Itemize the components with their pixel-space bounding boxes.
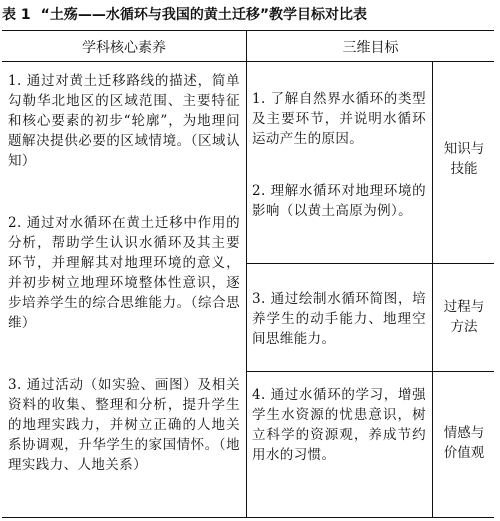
dimension-knowledge-skills: 知识与技能 <box>443 141 485 177</box>
table-number: 表 1 <box>2 7 31 23</box>
objectives-table <box>2 30 494 518</box>
goal-1: 1. 了解自然界水循环的类型及主要环节，并说明水循环运动产生的原因。 <box>252 91 426 147</box>
row-divider-2 <box>246 371 494 372</box>
column-divider <box>246 31 247 517</box>
goal-4: 4. 通过水循环的学习，增强学生水资源的忧患意识，树立科学的资源观，养成节约用水的习惯。 <box>252 387 426 463</box>
core-literacy-3: 3. 通过活动（如实验、画图）及相关资料的收集、整理和分析，提升学生的地理实践力，并树立正确的人地关系协调观，升华学生的家国情怀。（地理实践力、人地关系） <box>8 377 240 473</box>
goal-3: 3. 通过绘制水循环简图，培养学生的动手能力、地理空间思维能力。 <box>252 291 426 347</box>
row-divider-1 <box>246 263 494 264</box>
header-divider <box>2 61 494 62</box>
header-three-dimensional: 三维目标 <box>342 40 399 56</box>
header-core-literacy: 学科核心素养 <box>82 40 166 56</box>
table-title: “土殇——水循环与我国的黄土迁移”教学目标对比表 <box>40 7 368 23</box>
goal-2: 2. 理解水循环对地理环境的影响（以黄土高原为例）。 <box>252 183 426 219</box>
core-literacy-1: 1. 通过对黄土迁移路线的描述，简单勾勒华北地区的区域范围、主要特征和核心要素的初步“轮廓”，为地理问题解决提供必要的区域情境。（区域认知） <box>8 73 240 169</box>
core-literacy-2: 2. 通过对水循环在黄土迁移中作用的分析，帮助学生认识水循环及其主要环节，并理解其对地理环境的意义，并初步树立地理环境整体性意识，逐步培养学生的综合思维能力。（综合思维） <box>8 215 240 331</box>
table-caption <box>2 4 498 26</box>
dimension-divider <box>432 61 433 517</box>
dimension-emotion-values: 情感与价值观 <box>443 425 485 461</box>
dimension-process-method: 过程与方法 <box>443 299 485 335</box>
